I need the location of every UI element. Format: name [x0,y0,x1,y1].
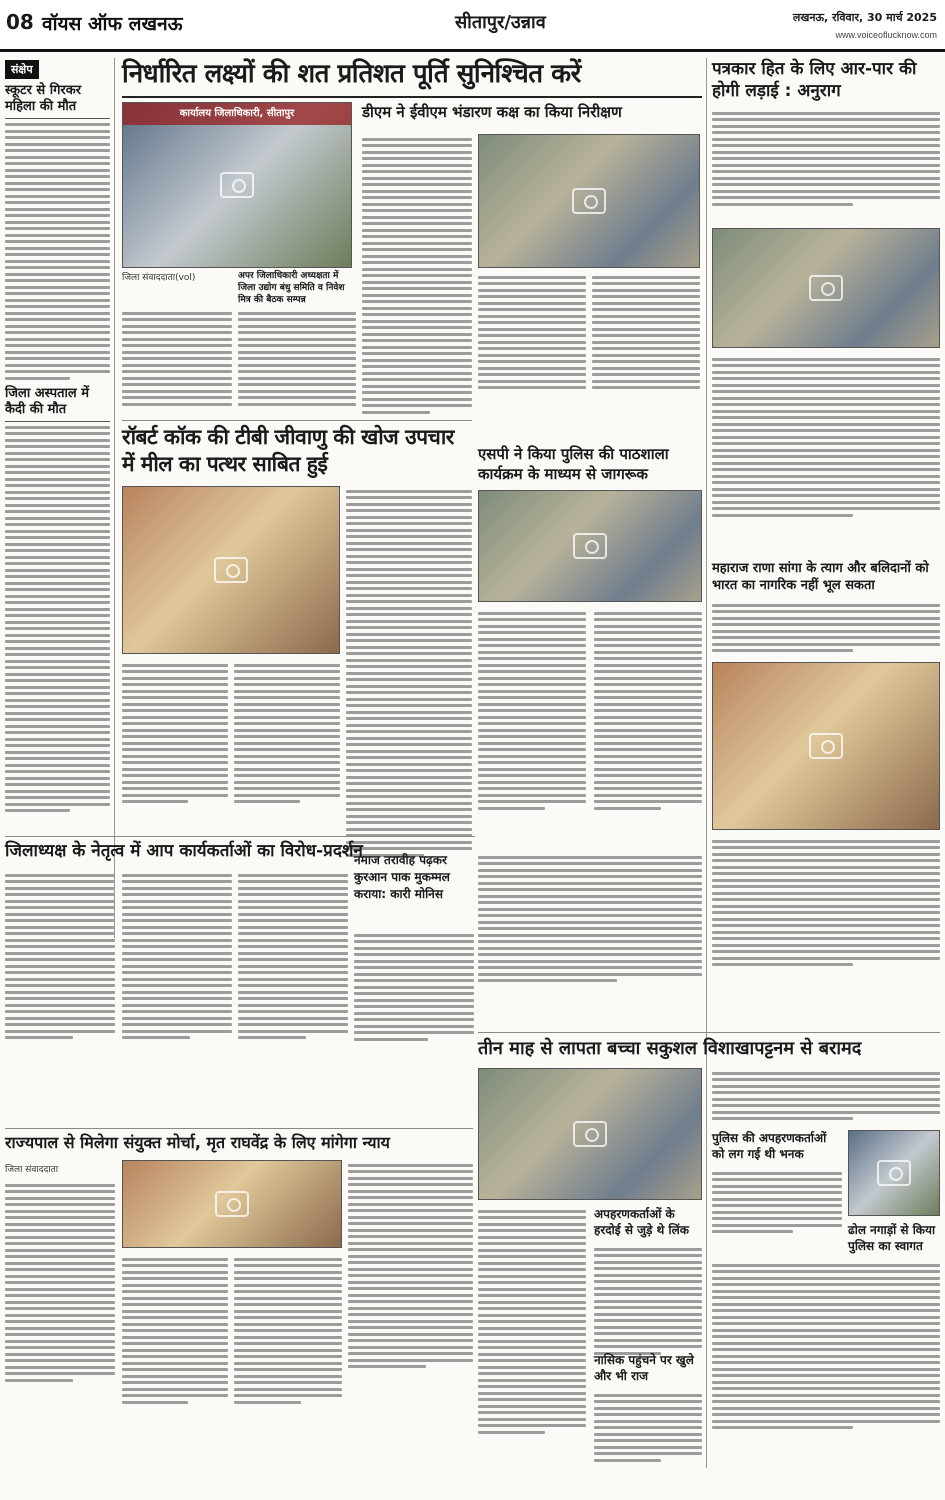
namaz-body-col [354,930,474,1044]
child-headline-block [478,1036,940,1062]
kidnap1-headline-block [594,1206,702,1238]
tb-body-col [346,486,472,860]
brief-body [5,426,110,813]
lead-body-col [122,308,232,409]
governor-caption: जिला संवाददाता [5,1165,59,1175]
divider [122,96,702,98]
paper-name: वॉयस ऑफ लखनऊ [42,13,183,35]
lead-photo [122,102,352,268]
rana-headline: महाराज राणा सांगा के त्याग और बलिदानों को भारत का नागरिक नहीं भूल सकता [712,561,929,593]
kidnap1-body-col [594,1244,702,1358]
divider [122,420,472,421]
dateline: लखनऊ, रविवार, 30 मार्च 2025 [792,11,937,24]
briefs-tag: संक्षेप [5,60,39,79]
brief-body [5,123,110,380]
sp-body-col [478,608,586,813]
lead-inset-headline: अपर जिलाधिकारी अध्यक्षता में जिला उद्योग बंधु समिति व निवेश मित्र की बैठक सम्पन्न [238,271,345,305]
lead-story-headline-block [122,58,702,90]
brief-headline: जिला अस्पताल में कैदी की मौत [5,386,110,422]
photo-icon [809,733,843,759]
photo-icon [215,1191,249,1217]
rana-body [712,836,940,970]
divider [478,1032,940,1033]
governor-body-col [348,1160,473,1372]
photo-icon [573,1121,607,1147]
lead-body-col [362,102,622,128]
lead-photo-caption: जिला संवाददाता(vol) [122,273,196,283]
governor-photo [122,1160,342,1248]
website-url: www.voiceoflucknow.com [835,30,937,40]
photo-icon [572,188,606,214]
governor-body-col [122,1254,228,1407]
governor-headline-block [5,1132,473,1154]
tb-headline: रॉबर्ट कॉक की टीबी जीवाणु की खोज उपचार में मील का पत्थर साबित हुई [122,425,454,476]
nashik-headline: नासिक पहुंचने पर खुले और भी राज [594,1353,694,1383]
evm-body-col [592,272,700,393]
child-body-col [712,1068,940,1124]
child-photo [478,1068,702,1200]
briefs-column [5,58,115,938]
namaz-headline: नमाज तरावीह पढ़कर कुरआन पाक मुकम्मल कराया: कारी मोनिस [354,853,450,901]
sp-body-col [594,608,702,813]
welcome-headline: ढोल नगाड़ों से किया पुलिस का स्वागत [848,1223,936,1253]
photo-icon [877,1160,911,1186]
evm-body-col [478,272,586,393]
brief-headline: स्कूटर से गिरकर महिला की मौत [5,83,110,119]
welcome-headline-block [848,1222,940,1254]
lead-body-col [238,308,356,409]
column-divider [706,58,707,1468]
journalist-body [712,108,940,209]
tb-body-col [122,660,228,807]
photo-icon [214,557,248,583]
photo-icon [573,533,607,559]
rana-body [712,600,940,656]
nashik-headline-block [594,1352,702,1384]
evm-photo [478,134,700,268]
tb-photo [122,486,340,654]
journalist-headline: पत्रकार हित के लिए आर-पार की होगी लड़ाई : अनुराग [712,59,917,101]
governor-body-col [5,1180,115,1385]
kidnap2-headline-block [712,1130,842,1162]
journalist-photo [712,228,940,348]
rana-headline-block [712,560,940,594]
protest-body-col [122,870,232,1043]
divider [5,836,475,837]
photo-icon [220,172,254,198]
protest-headline: जिलाध्यक्ष के नेतृत्व में आप कार्यकर्ताओं का विरोध-प्रदर्शन [5,841,363,861]
nashik-body-col [594,1390,702,1465]
namaz-headline-block [354,852,474,903]
rana-photo [712,662,940,830]
protest-body-col [238,870,348,1043]
divider [5,1128,473,1129]
evm-body-col [362,134,472,417]
photo-icon [809,275,843,301]
page-number: 08 [6,10,34,34]
sp-headline-block [478,444,702,484]
kidnap2-headline: पुलिस की अपहरणकर्ताओं को लग गई थी भनक [712,1131,827,1161]
evm-headline: डीएम ने ईवीएम भंडारण कक्ष का किया निरीक्षण [362,103,622,121]
protest-body-col [5,870,115,1043]
kidnap2-body-col [712,1168,842,1237]
tb-headline-block [122,424,472,478]
child-body-col [478,1206,586,1437]
masthead [0,0,945,52]
governor-body-col [234,1254,342,1407]
journalist-headline-block [712,58,940,102]
kidnap2-photo [848,1130,940,1216]
journalist-body [712,354,940,520]
kidnap1-headline: अपहरणकर्ताओं के हरदोई से जुड़े थे लिंक [594,1207,689,1237]
tb-body-col [234,660,340,807]
lead-headline: निर्धारित लक्ष्यों की शत प्रतिशत पूर्ति सुनिश्चित करें [122,59,581,89]
governor-headline: राज्यपाल से मिलेगा संयुक्त मोर्चा, मृत राघवेंद्र के लिए मांगेगा न्याय [5,1133,390,1152]
sp-headline: एसपी ने किया पुलिस की पाठशाला कार्यक्रम के माध्यम से जागरूक [478,445,669,483]
sp-photo [478,490,702,602]
child-headline: तीन माह से लापता बच्चा सकुशल विशाखापट्टनम से बरामद [478,1038,862,1059]
welcome-body [712,1260,940,1433]
section-title: सीतापुर/उन्नाव [455,12,546,33]
namaz-body-col [478,852,702,986]
photo-banner: कार्यालय जिलाधिकारी, सीतापुर [123,103,351,125]
